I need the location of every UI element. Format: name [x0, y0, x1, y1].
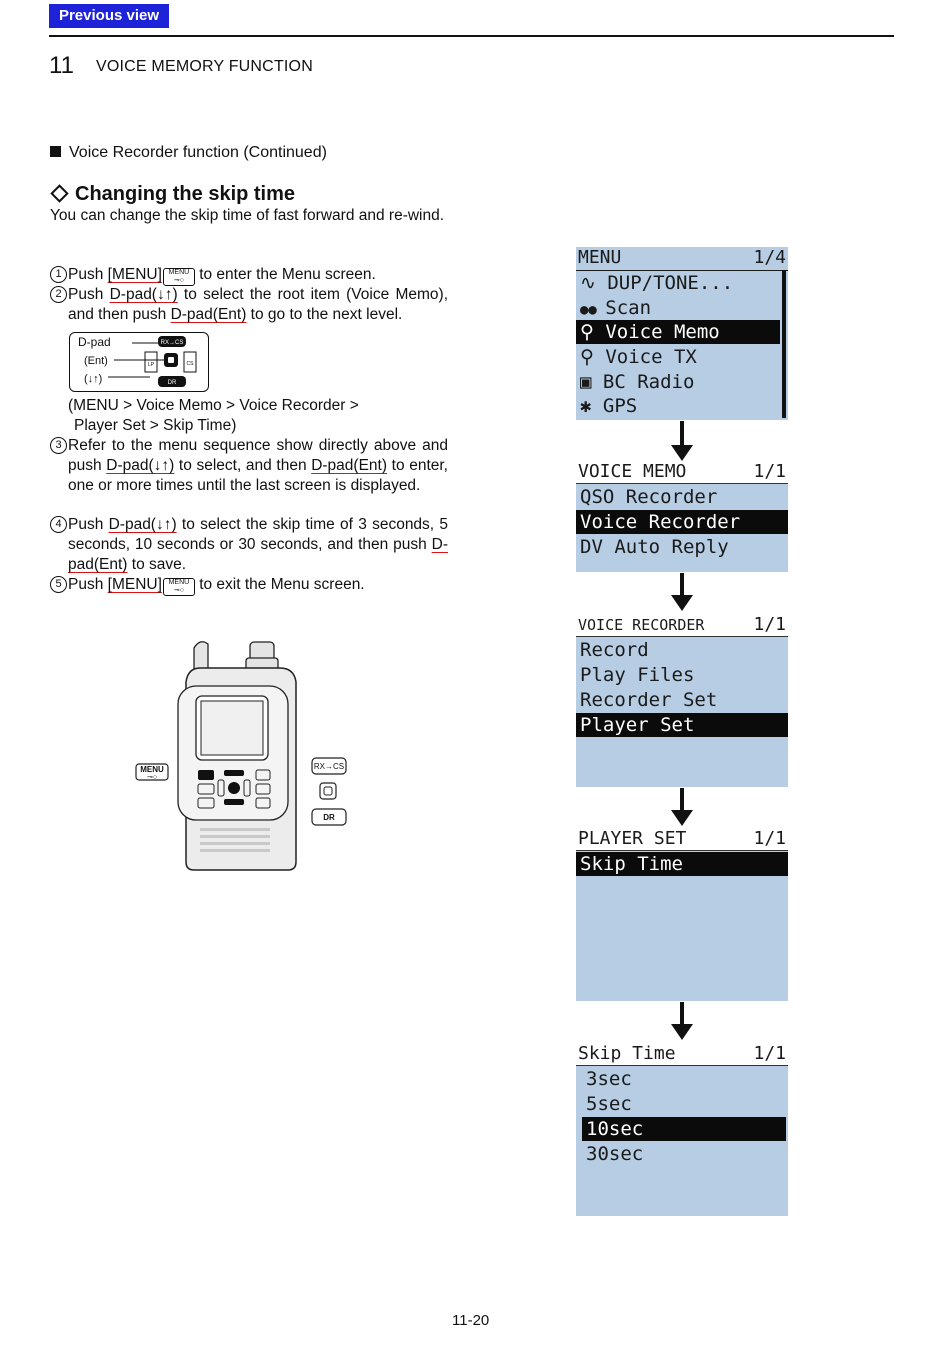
page-number: 11-20 [452, 1312, 490, 1329]
step-text: to go to the next level. [246, 306, 403, 323]
step-text: Push [68, 266, 108, 283]
step-2 [50, 285, 448, 325]
step-text: to select the root item (Voice Memo), and then push [68, 286, 448, 323]
step-1 [50, 265, 448, 286]
tone-icon: ∿ [580, 272, 608, 294]
menu-sequence [68, 396, 448, 436]
menu-key-ref: [MENU] [107, 576, 162, 593]
step-text: to select the skip time of 3 seconds, 5 seconds, 10 seconds or 30 seconds, and then push [68, 516, 448, 553]
section-heading [50, 144, 327, 162]
down-arrow-icon [680, 788, 684, 812]
menu-item-qso-recorder[interactable]: QSO Recorder [580, 486, 718, 508]
step-text: Push [68, 286, 110, 303]
step-5 [50, 575, 448, 596]
menu-item-scan[interactable]: ●● Scan [580, 297, 652, 319]
option-30sec[interactable]: 30sec [586, 1143, 644, 1165]
down-arrow-icon [680, 1002, 684, 1026]
step-text: to exit the Menu screen. [194, 576, 365, 593]
step-number: 3 [50, 437, 67, 454]
menu-item-bc-radio[interactable]: ▣ BC Radio [580, 371, 695, 393]
screen-title: Skip Time [578, 1043, 676, 1064]
subsection-heading [50, 183, 295, 206]
lp-key-label: LP [147, 362, 155, 368]
dpad-updown-ref: D-pad(↓↑) [109, 286, 178, 303]
radio-menu-label: MENU [140, 765, 164, 774]
skip-time-screen [576, 1043, 788, 1216]
option-3sec[interactable]: 3sec [586, 1068, 632, 1090]
menu-screen [576, 247, 788, 420]
menu-item-gps[interactable]: ✱ GPS [580, 395, 638, 417]
step-4 [50, 515, 448, 575]
menu-key-icon: MENU ⊸○ [163, 578, 195, 596]
step-text: to select, and then [174, 457, 312, 474]
dpad-ent-label: (Ent) [84, 355, 108, 367]
step-3 [50, 436, 448, 496]
step-number: 2 [50, 286, 67, 303]
step-text: to enter, one or more times until the last screen is displayed. [68, 457, 448, 494]
screen-page: 1/1 [753, 614, 786, 635]
dpad-updown-ref: D-pad(↓↑) [108, 516, 177, 533]
menu-item-voice-tx[interactable]: ⚲ Voice TX [580, 346, 697, 368]
dpad-ent-ref: D-pad(Ent) [311, 457, 388, 474]
radio-icon: ▣ [580, 371, 603, 393]
dpad-ent-ref: D-pad(Ent) [68, 536, 448, 573]
subsection-heading-text: Changing the skip time [75, 183, 296, 205]
option-5sec[interactable]: 5sec [586, 1093, 632, 1115]
satellite-icon: ✱ [580, 395, 603, 417]
screen-title: VOICE MEMO [578, 461, 687, 482]
chapter-number: 11 [49, 52, 74, 79]
radio-dr-label: DR [323, 813, 335, 822]
screen-page: 1/1 [753, 461, 786, 482]
option-10sec[interactable]: 10sec [582, 1117, 786, 1141]
rxcs-key-label: RX→CS [160, 340, 184, 346]
dpad-updown-label: (↓↑) [84, 373, 103, 385]
menu-key-ref: [MENU] [107, 266, 162, 283]
dpad-label: D-pad [78, 335, 111, 349]
dpad-updown-ref: D-pad(↓↑) [106, 457, 175, 474]
player-set-screen [576, 828, 788, 1001]
down-arrow-icon [680, 573, 684, 597]
step-text: Push [68, 576, 108, 593]
svg-text:⊸○: ⊸○ [146, 774, 158, 781]
intro-paragraph: You can change the skip time of fast forward and re-wind. [50, 207, 445, 224]
step-text: to save. [127, 556, 187, 573]
radio-illustration [130, 636, 360, 872]
screen-title: PLAYER SET [578, 828, 687, 849]
menu-sequence-line-1: (MENU > Voice Memo > Voice Recorder > [68, 397, 359, 414]
menu-item-voice-memo[interactable]: ⚲ Voice Memo [576, 320, 780, 344]
menu-item-recorder-set[interactable]: Recorder Set [580, 689, 718, 711]
down-arrow-icon [680, 421, 684, 447]
screen-title: MENU [578, 247, 622, 268]
binoculars-icon: ●● [580, 302, 606, 318]
menu-item-record[interactable]: Record [580, 639, 649, 661]
voice-memo-screen [576, 461, 788, 572]
step-number: 1 [50, 266, 67, 283]
voice-tx-icon: ⚲ [580, 346, 606, 368]
radio-drawing [130, 636, 360, 872]
dpad-diagram-graphic [70, 333, 208, 391]
dpad-diagram [69, 332, 209, 392]
screen-page: 1/1 [753, 828, 786, 849]
dpad-ent-ref: D-pad(Ent) [170, 306, 247, 323]
menu-item-dup-tone[interactable]: ∿ DUP/TONE... [580, 272, 734, 294]
screen-page: 1/1 [753, 1043, 786, 1064]
dr-key-label: DR [167, 380, 177, 386]
menu-item-play-files[interactable]: Play Files [580, 664, 695, 686]
chapter-title: VOICE MEMORY FUNCTION [96, 58, 313, 75]
step-text: Push [68, 516, 109, 533]
scrollbar[interactable] [782, 270, 786, 418]
step-number: 5 [50, 576, 67, 593]
screen-page: 1/4 [753, 247, 786, 268]
menu-item-dv-auto-reply[interactable]: DV Auto Reply [580, 536, 729, 558]
menu-item-player-set[interactable]: Player Set [576, 713, 788, 737]
section-heading-text: Voice Recorder function (Continued) [69, 144, 327, 161]
previous-view-button[interactable]: Previous view [49, 4, 169, 28]
menu-item-voice-recorder[interactable]: Voice Recorder [576, 510, 788, 534]
radio-rxcs-label: RX→CS [313, 762, 345, 771]
microphone-icon: ⚲ [580, 321, 606, 343]
cs-key-label: CS [186, 361, 194, 367]
step-text: Refer to the menu sequence show directly above and push [68, 437, 448, 474]
voice-recorder-screen [576, 614, 788, 787]
header-rule [49, 35, 894, 37]
square-bullet-icon [50, 146, 61, 157]
step-number: 4 [50, 516, 67, 533]
menu-item-skip-time[interactable]: Skip Time [576, 852, 788, 876]
menu-sequence-line-2: Player Set > Skip Time) [74, 417, 237, 434]
menu-key-icon: MENU ⊸○ [163, 268, 195, 286]
step-text: to enter the Menu screen. [194, 266, 376, 283]
diamond-bullet-icon [50, 184, 68, 202]
screen-title: VOICE RECORDER [578, 616, 705, 634]
